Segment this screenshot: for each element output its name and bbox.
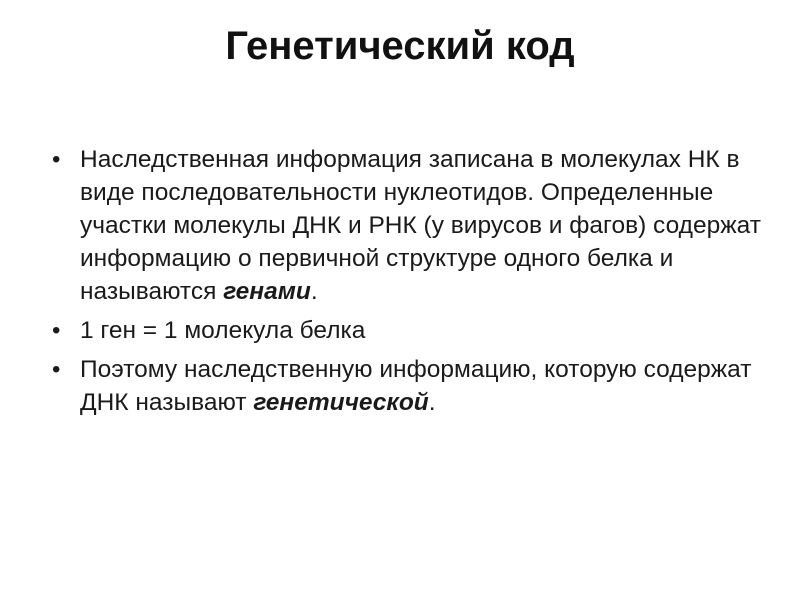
bullet-item-genetic-info: [52, 353, 767, 419]
bullet-marker: •: [52, 356, 61, 383]
bullet-item-hereditary-info: [52, 143, 767, 308]
bullet-text: 1 ген = 1 молекула белка: [80, 317, 366, 344]
bullet-item-gene-protein: [52, 314, 767, 347]
bullet-list: [52, 143, 767, 425]
bullet-text: Наследственная информация записана в молекулах НК в виде последовательности нуклеотидов. Определенные участки молекулы ДНК и РНК (у вирусов и фагов) содержат информацию о первичной структуре одного белка и называются: [80, 146, 761, 305]
bullet-marker: •: [52, 146, 61, 173]
bullet-text-end: .: [310, 278, 318, 305]
bullet-marker: •: [52, 317, 61, 344]
slide-title: Генетический код: [225, 24, 575, 68]
bullet-text-end: .: [428, 389, 436, 416]
bullet-text: Поэтому наследственную информацию, которую содержат ДНК называют: [80, 356, 752, 416]
bullet-emphasis: генами: [223, 278, 311, 305]
bullet-emphasis: генетической: [253, 389, 429, 416]
